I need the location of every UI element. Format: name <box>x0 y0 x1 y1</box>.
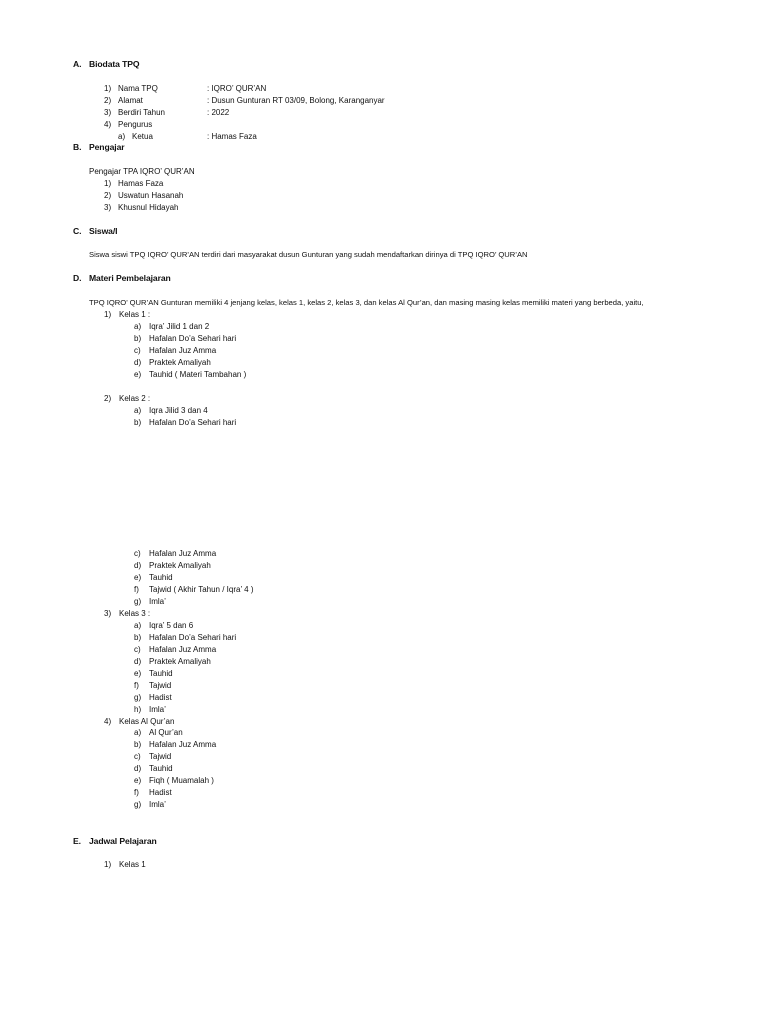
pengajar-item: Khusnul Hidayah <box>118 203 179 212</box>
materi-item: Tauhid <box>149 573 173 582</box>
list-letter: a) <box>134 621 142 630</box>
list-letter: c) <box>134 346 141 355</box>
list-letter: e) <box>134 776 142 785</box>
kelas-label: Kelas Al Qur’an <box>119 717 175 726</box>
list-letter: e) <box>134 669 142 678</box>
section-b-title: Pengajar <box>89 142 125 152</box>
kelas-num: 3) <box>104 609 112 618</box>
kelas-label: Kelas 2 : <box>119 394 151 403</box>
list-letter: b) <box>134 740 142 749</box>
materi-item: Hadist <box>149 788 172 797</box>
materi-item: Tauhid <box>149 669 173 678</box>
biodata-value: : IQRO’ QUR’AN <box>207 84 267 93</box>
list-letter: a) <box>134 728 142 737</box>
materi-item: Tajwid <box>149 681 172 690</box>
kelas-label: Kelas 1 : <box>119 310 151 319</box>
section-c-title: Siswa/I <box>89 226 118 236</box>
list-letter: c) <box>134 752 141 761</box>
pengurus-sub-num: a) <box>118 132 126 141</box>
kelas-num: 2) <box>104 394 112 403</box>
list-num: 3) <box>104 203 112 212</box>
list-letter: h) <box>134 705 142 714</box>
list-letter: d) <box>134 561 142 570</box>
pengajar-intro: Pengajar TPA IQRO’ QUR’AN <box>89 167 195 176</box>
materi-item: Iqra Jilid 3 dan 4 <box>149 406 208 415</box>
materi-item: Iqra’ 5 dan 6 <box>149 621 194 630</box>
list-letter: e) <box>134 370 142 379</box>
materi-item: Hafalan Do’a Sehari hari <box>149 418 237 427</box>
materi-item: Praktek Amaliyah <box>149 561 211 570</box>
materi-item: Hafalan Do’a Sehari hari <box>149 633 237 642</box>
list-letter: b) <box>134 334 142 343</box>
materi-item: Hafalan Juz Amma <box>149 549 217 558</box>
materi-item: Hafalan Juz Amma <box>149 645 217 654</box>
materi-item: Tauhid <box>149 764 173 773</box>
biodata-label: Nama TPQ <box>118 84 158 93</box>
biodata-label: Pengurus <box>118 120 153 129</box>
section-b-letter: B. <box>73 142 82 152</box>
list-letter: b) <box>134 633 142 642</box>
biodata-label: Alamat <box>118 96 143 105</box>
materi-item: Tajwid ( Akhir Tahun / Iqra’ 4 ) <box>149 585 254 594</box>
materi-item: Hafalan Juz Amma <box>149 740 217 749</box>
list-letter: d) <box>134 358 142 367</box>
biodata-num: 2) <box>104 96 112 105</box>
section-e-title: Jadwal Pelajaran <box>89 836 157 846</box>
list-letter: d) <box>134 764 142 773</box>
list-letter: a) <box>134 406 142 415</box>
materi-item: Iqra’ Jilid 1 dan 2 <box>149 322 210 331</box>
section-d-title: Materi Pembelajaran <box>89 273 171 283</box>
biodata-num: 4) <box>104 120 112 129</box>
kelas-label: Kelas 3 : <box>119 609 151 618</box>
list-letter: c) <box>134 645 141 654</box>
biodata-num: 3) <box>104 108 112 117</box>
list-letter: c) <box>134 549 141 558</box>
section-c-letter: C. <box>73 226 82 236</box>
pengajar-item: Hamas Faza <box>118 179 164 188</box>
materi-item: Fiqh ( Muamalah ) <box>149 776 214 785</box>
materi-item: Praktek Amaliyah <box>149 358 211 367</box>
list-num: 1) <box>104 179 112 188</box>
jadwal-item: Kelas 1 <box>119 860 146 869</box>
biodata-value: : 2022 <box>207 108 230 117</box>
pengurus-sub-value: : Hamas Faza <box>207 132 257 141</box>
section-a-title: Biodata TPQ <box>89 59 140 69</box>
list-letter: g) <box>134 693 142 702</box>
materi-item: Hafalan Do’a Sehari hari <box>149 334 237 343</box>
section-e-letter: E. <box>73 836 81 846</box>
list-letter: f) <box>134 585 139 594</box>
list-letter: g) <box>134 597 142 606</box>
biodata-num: 1) <box>104 84 112 93</box>
materi-item: Imla’ <box>149 705 166 714</box>
materi-item: Al Qur’an <box>149 728 183 737</box>
list-letter: g) <box>134 800 142 809</box>
kelas-num: 1) <box>104 310 112 319</box>
list-letter: f) <box>134 788 139 797</box>
siswa-paragraph: Siswa siswi TPQ IQRO’ QUR’AN terdiri dari masyarakat dusun Gunturan yang sudah mendaftarkan dirinya di TPQ IQRO’ QUR’AN <box>89 250 528 259</box>
list-letter: f) <box>134 681 139 690</box>
list-letter: e) <box>134 573 142 582</box>
pengurus-sub-label: Ketua <box>132 132 153 141</box>
pengajar-item: Uswatun Hasanah <box>118 191 184 200</box>
materi-item: Tajwid <box>149 752 172 761</box>
list-letter: a) <box>134 322 142 331</box>
materi-item: Imla’ <box>149 800 166 809</box>
kelas-num: 4) <box>104 717 112 726</box>
section-d-letter: D. <box>73 273 82 283</box>
materi-item: Hafalan Juz Amma <box>149 346 217 355</box>
list-letter: d) <box>134 657 142 666</box>
section-a-letter: A. <box>73 59 82 69</box>
materi-intro: TPQ IQRO’ QUR’AN Gunturan memiliki 4 jenjang kelas, kelas 1, kelas 2, kelas 3, dan kelas Al Qur’an, dan masing masing kelas memiliki materi yang berbeda, yaitu, <box>89 298 644 307</box>
materi-item: Hadist <box>149 693 172 702</box>
list-letter: b) <box>134 418 142 427</box>
materi-item: Tauhid ( Materi Tambahan ) <box>149 370 247 379</box>
biodata-value: : Dusun Gunturan RT 03/09, Bolong, Karanganyar <box>207 96 385 105</box>
biodata-label: Berdiri Tahun <box>118 108 165 117</box>
list-num: 1) <box>104 860 112 869</box>
materi-item: Imla’ <box>149 597 166 606</box>
materi-item: Praktek Amaliyah <box>149 657 211 666</box>
list-num: 2) <box>104 191 112 200</box>
